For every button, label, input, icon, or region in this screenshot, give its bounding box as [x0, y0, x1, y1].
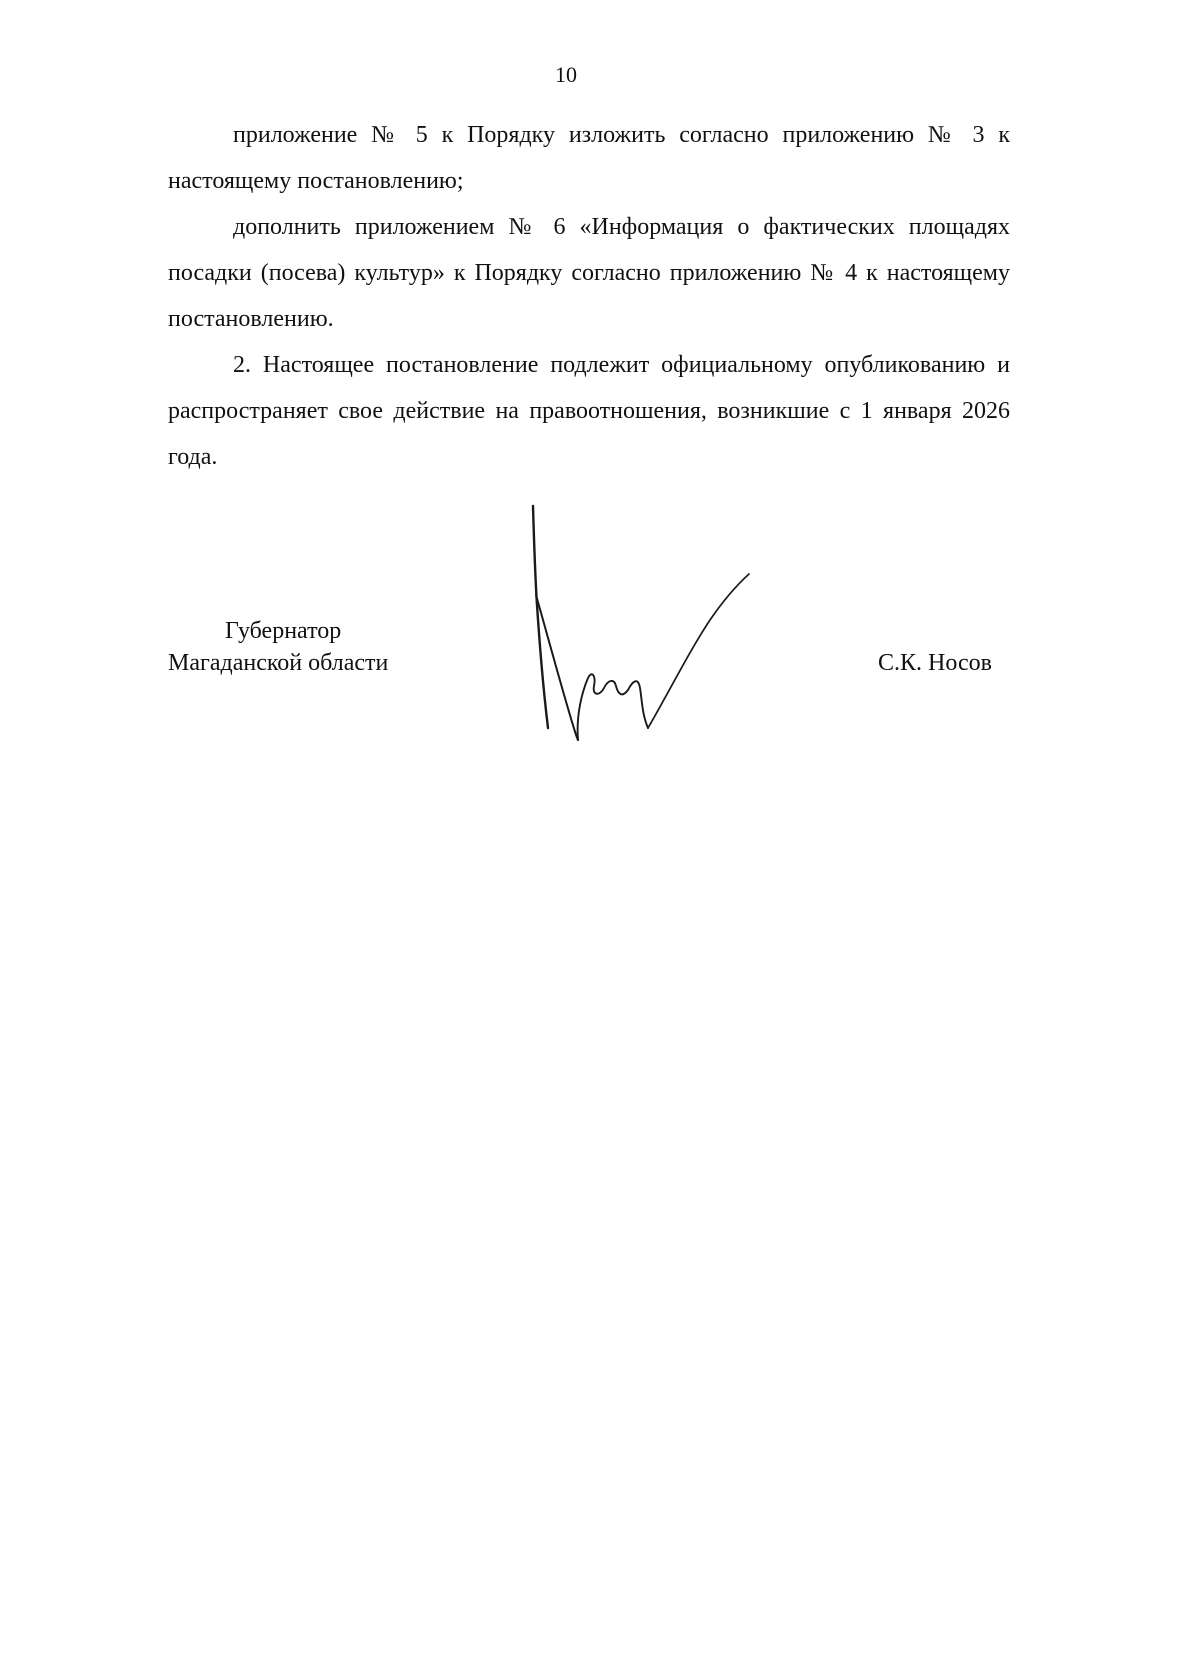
signatory-title-line-2: Магаданской области: [168, 650, 389, 676]
paragraph-appendix-5: приложение № 5 к Порядку изложить согласно приложению № 3 к настоящему постановлению;: [168, 122, 1010, 194]
paragraph-publication: 2. Настоящее постановление подлежит официальному опубликованию и распространяет свое действие на правоотношения, возникшие с 1 января 2026 года.: [168, 352, 1010, 470]
signature-stroke-loops: [578, 674, 648, 740]
page-number: 10: [555, 62, 577, 87]
handwritten-signature: [520, 500, 760, 750]
paragraph-appendix-6: дополнить приложением № 6 «Информация о фактических площадях посадки (посева) культур» к Порядку согласно приложению № 4 к настоящему постановлению.: [168, 214, 1010, 332]
signature-block: [0, 0, 1132, 800]
signature-stroke-tail: [648, 574, 749, 728]
signatory-name: С.К. Носов: [878, 650, 992, 676]
signatory-title-line-1: Губернатор: [225, 618, 342, 644]
signature-stroke-vertical: [533, 506, 548, 728]
